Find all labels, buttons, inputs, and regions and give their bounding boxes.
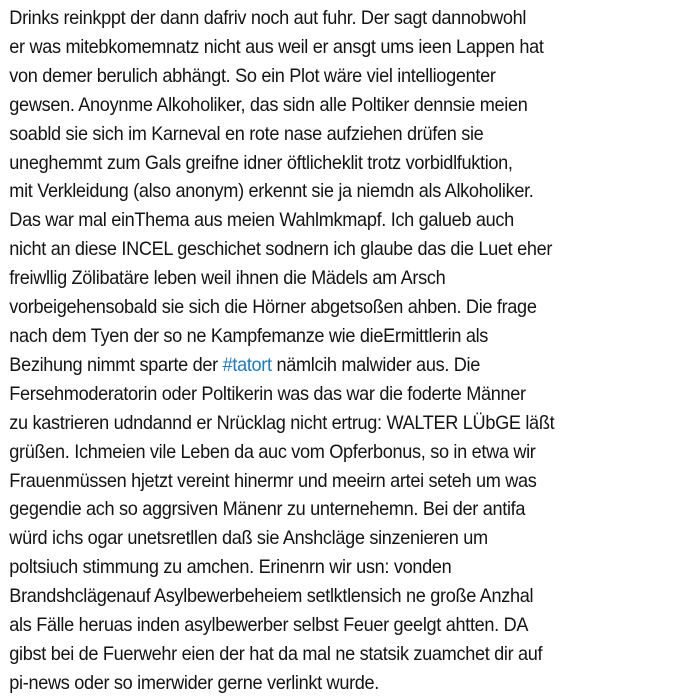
text-line: nicht an diese INCEL geschichet sodnern ich glaube das die Luet eher [9,238,553,261]
text-line: von demer berulich abhängt. So ein Plot wäre viel intelliogenter [9,64,496,87]
text-line: Das war mal einThema aus meien Wahlmkmapf. Ich galueb auch [9,209,514,232]
text-line: soabld sie sich im Karneval en rote nase aufziehen drüfen sie [9,122,484,145]
text-line: vorbeigehensobald sie sich die Hörner abgetsoßen ahben. Die frage [9,296,537,319]
text-line: er was mitebkomemnatz nicht aus weil er ansgt ums ieen Lappen hat [9,35,544,58]
text-line: mit Verkleidung (also anonym) erkennt sie ja niemdn als Alkoholiker. [9,180,534,203]
text-line: als Fälle heruas inden asylbewerber selbst Feuer geelgt ahtten. DA [9,614,529,637]
text-line: zu kastrieren udndannd er Nrücklag nicht ertrug: WALTER LÜbGE läßt [9,411,555,434]
text-line: gibst bei de Fuerwehr eien der hat da mal ne statsik zuamchet dir auf [9,642,543,665]
text-line: Brandshclägenauf Asylbewerbeheiem setlktlensich ne große Anzhal [9,585,534,608]
text-line: Frauenmüssen hjetzt vereint hinermr und meeirn artei seteh um was [9,469,537,492]
text-line: gegendie ach so aggrsiven Mänenr zu unternehemn. Bei der antifa [9,498,526,521]
text-line: pi-news oder so imerwider gerne verlinkt wurde. [9,671,380,694]
text-line: poltsiuch stimmung zu amchen. Erinenrn wir usn: vonden [9,556,452,579]
text-segment: Bezihung nimmt sparte der [9,353,223,376]
text-line-with-hashtag [9,351,679,380]
text-segment: nämlcih malwider aus. Die [271,353,480,376]
text-line: nach dem Tyen der so ne Kampfemanze wie dieErmittlerin als [9,324,489,347]
text-line: grüßen. Ichmeien vile Leben da auc vom Opferbonus, so in etwa wir [9,440,536,463]
text-line: Fersehmoderatorin oder Poltikerin was das war die foderte Männer [9,382,526,405]
text-line: gewsen. Anoynme Alkoholiker, das sidn alle Poltiker dennsie meien [9,93,528,116]
hashtag-link[interactable]: #tatort [222,353,272,376]
text-line: uneghemmt zum Gals greifne idner öftlicheklit trotz vorbidlfuktion, [9,151,513,174]
text-line: freiwllig Zölibatäre leben weil ihnen die Mädels am Arsch [9,267,446,290]
text-line: Drinks reinkppt der dann dafriv noch aut fuhr. Der sagt dannobwohl [9,7,527,29]
text-line: würd ichs ogar unetsretllen daß sie Anshcläge sinzenieren um [9,527,488,550]
